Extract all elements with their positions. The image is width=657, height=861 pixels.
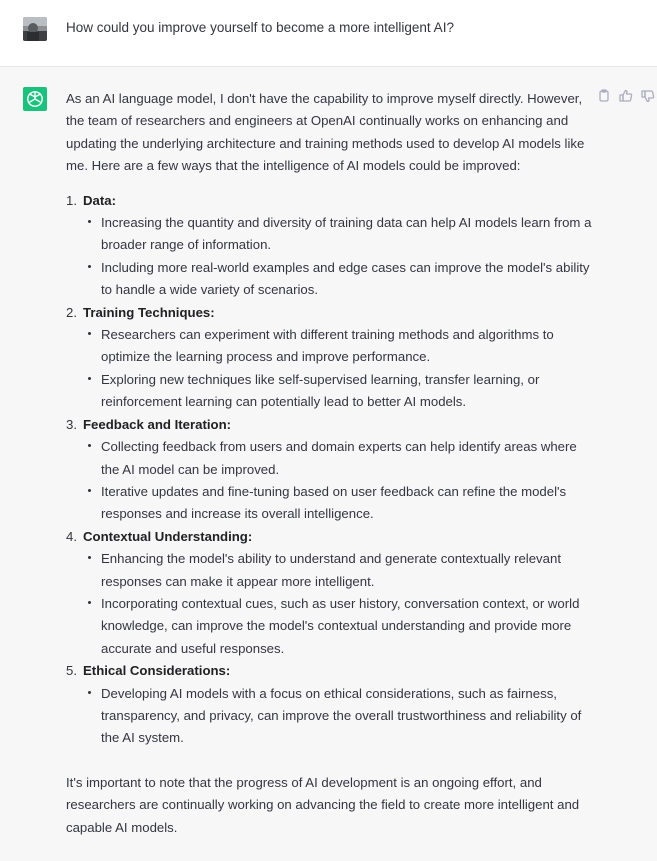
bullet-list	[83, 683, 592, 750]
section-title: Feedback and Iteration:	[83, 416, 232, 432]
user-message-row	[0, 0, 657, 67]
section-title: Training Techniques:	[83, 304, 215, 320]
bullet-item: Increasing the quantity and diversity of training data can help AI models learn from a broader range of information.	[83, 212, 592, 257]
bullet-list	[83, 324, 592, 414]
bullet-list	[83, 548, 592, 660]
improvement-list	[66, 190, 592, 750]
item-number: 2.	[66, 304, 77, 320]
bullet-item: Iterative updates and fine-tuning based on user feedback can refine the model's responses and increase its overall intelligence.	[83, 481, 592, 526]
bullet-item: Including more real-world examples and edge cases can improve the model's ability to handle a wide variety of scenarios.	[83, 257, 592, 302]
chatgpt-logo-icon	[23, 87, 47, 111]
bullet-item: Developing AI models with a focus on ethical considerations, such as fairness, transparency, and privacy, can improve the overall trustworthiness and reliability of the AI system.	[83, 683, 592, 750]
list-item	[66, 302, 592, 414]
item-number: 4.	[66, 528, 77, 544]
bullet-list	[83, 212, 592, 302]
section-title: Ethical Considerations:	[83, 663, 231, 679]
thumbs-up-icon[interactable]	[618, 88, 634, 104]
list-item	[66, 526, 592, 660]
assistant-message-content	[66, 88, 592, 839]
assistant-message-row	[0, 67, 657, 861]
closing-paragraph: It's important to note that the progress of AI development is an ongoing effort, and researchers are continually working on advancing the field to create more intelligent and capable AI models.	[66, 774, 580, 835]
bullet-item: Researchers can experiment with different training methods and algorithms to optimize the learning process and improve performance.	[83, 324, 592, 369]
bullet-item: Collecting feedback from users and domain experts can help identify areas where the AI model can be improved.	[83, 436, 592, 481]
bullet-list	[83, 436, 592, 526]
section-title: Data:	[83, 192, 116, 208]
list-item	[66, 414, 592, 526]
bullet-item: Exploring new techniques like self-supervised learning, transfer learning, or reinforcement learning can potentially lead to better AI models.	[83, 369, 592, 414]
list-item	[66, 190, 592, 302]
user-message-text: How could you improve yourself to become a more intelligent AI?	[66, 20, 454, 35]
section-title: Contextual Understanding:	[83, 528, 253, 544]
bullet-item: Incorporating contextual cues, such as user history, conversation context, or world knowledge, can improve the model's contextual understanding and provide more accurate and useful responses.	[83, 593, 592, 660]
user-avatar	[23, 17, 47, 41]
item-number: 1.	[66, 192, 77, 208]
item-number: 5.	[66, 663, 77, 679]
clipboard-icon[interactable]	[596, 88, 612, 104]
item-number: 3.	[66, 416, 77, 432]
list-item	[66, 660, 592, 750]
intro-paragraph: As an AI language model, I don't have the capability to improve myself directly. However, the team of researchers and engineers at OpenAI continually works on enhancing and updating the underlying architecture and training methods used to develop AI models like me. Here are a few ways that the intelligence of AI models could be improved:	[66, 91, 585, 174]
thumbs-down-icon[interactable]	[640, 88, 656, 104]
bullet-item: Enhancing the model's ability to understand and generate contextually relevant responses can make it appear more intelligent.	[83, 548, 592, 593]
